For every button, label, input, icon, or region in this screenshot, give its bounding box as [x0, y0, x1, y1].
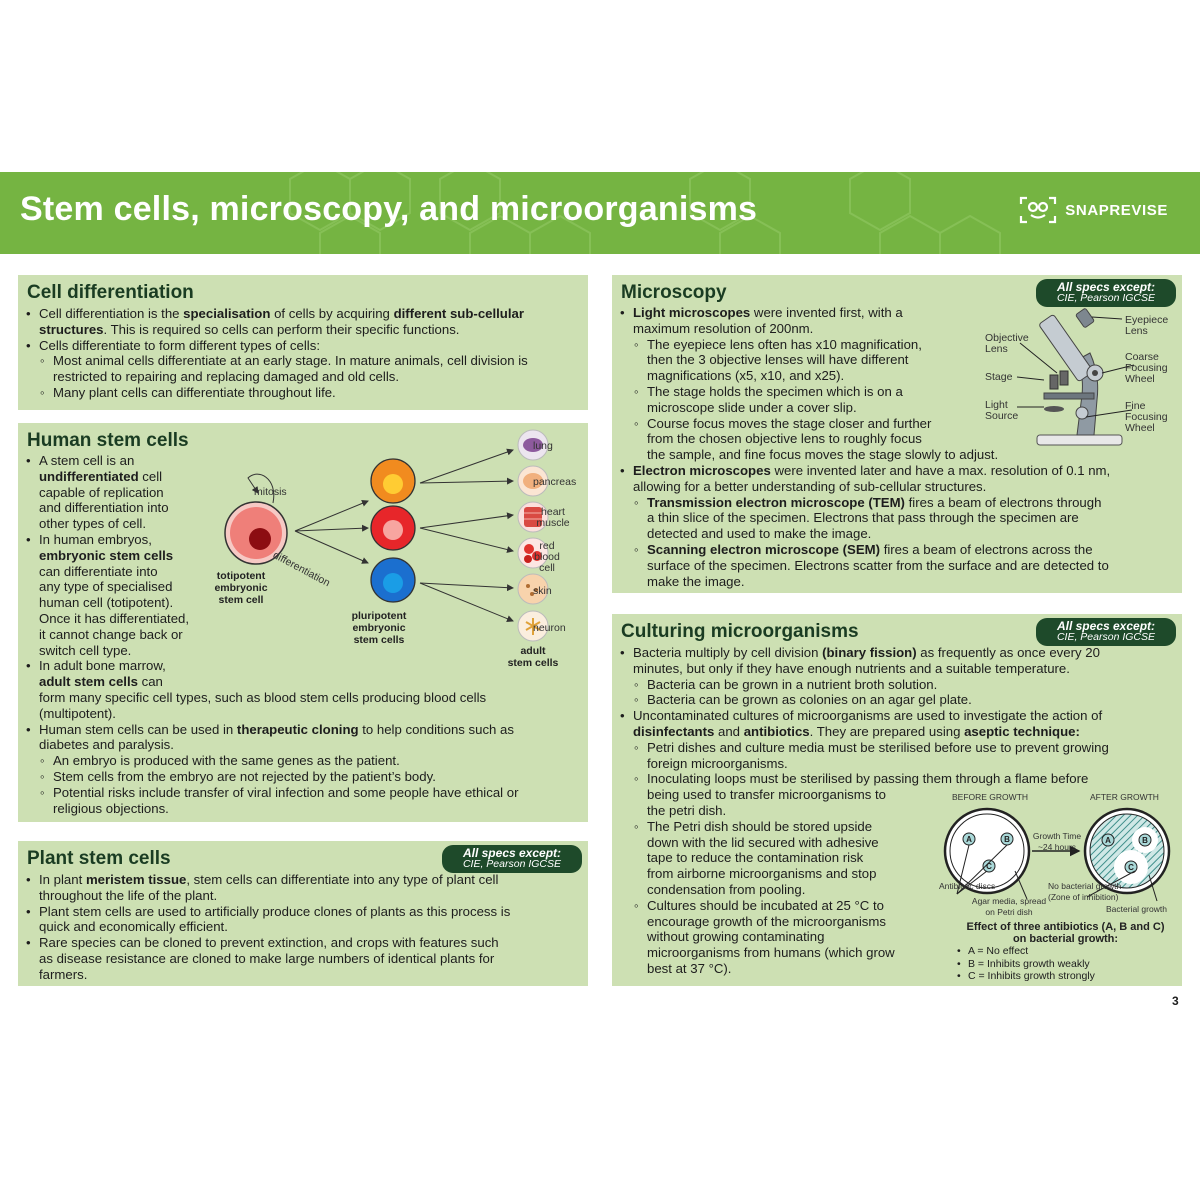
sub-bullet-continued: from airborne microorganisms and stop — [647, 866, 877, 882]
sub-bullet-continued: being used to transfer microorganisms to — [647, 787, 886, 803]
bullet: • Cells differentiate to form different types of cells: — [18, 338, 588, 354]
bullet-continued: undifferentiated cell — [39, 468, 163, 484]
human-stem-cells-panel — [18, 423, 588, 822]
sub-bullet-continued: make the image. — [647, 573, 745, 589]
snaprevise-logo-icon — [1019, 195, 1057, 225]
effect-item: • A = No effect — [949, 945, 1095, 958]
sub-bullet-continued: the sample, and fine focus moves the stage slowly to adjust. — [647, 447, 999, 463]
pluripotent-cell-orange — [371, 459, 415, 503]
sub-bullet-continued: surface of the specimen. Electrons scatter from the surface and are detected to — [647, 557, 1109, 573]
bullet: • Plant stem cells are used to artificially produce clones of plants as this process is — [18, 904, 588, 920]
neuron-label: neuron — [533, 622, 566, 634]
sub-bullet-continued: down with the lid secured with adhesive — [647, 834, 879, 850]
bullet: • Cell differentiation is the specialisation of cells by acquiring different sub-cellular — [18, 306, 588, 322]
red-blood-cell-label: red blood cell — [534, 540, 560, 574]
bullet-continued: maximum resolution of 200nm. — [633, 320, 814, 336]
plant-stem-cells-panel — [18, 841, 588, 986]
sub-bullet: ◦ The Petri dish should be stored upside — [612, 819, 1182, 835]
sub-bullet: ◦ Course focus moves the stage closer and further — [612, 416, 1182, 432]
section-title: Plant stem cells — [27, 848, 171, 869]
bullet-continued: diabetes and paralysis. — [39, 737, 174, 753]
agar-media-label: Agar media, spread on Petri dish — [971, 896, 1047, 917]
sub-bullet-continued: tape to reduce the contamination risk — [647, 850, 864, 866]
sub-bullet: ◦ Many plant cells can differentiate throughout life. — [18, 385, 588, 401]
bullet-continued: any type of specialised — [39, 579, 173, 595]
bullet-continued: can differentiate into — [39, 563, 158, 579]
sub-bullet: ◦ Petri dishes and culture media must be sterilised before use to prevent growing — [612, 740, 1182, 756]
bullet: • Uncontaminated cultures of microorganisms are used to investigate the action of — [612, 708, 1182, 724]
sub-bullet: ◦ The eyepiece lens often has x10 magnification, — [612, 337, 1182, 353]
totipotent-caption: totipotent embryonic stem cell — [214, 570, 268, 606]
section-body — [18, 872, 588, 983]
sub-bullet-continued: magnifications (x5, x10, and x25). — [647, 368, 845, 384]
effect-item: • B = Inhibits growth weakly — [949, 958, 1095, 971]
light-source-label: Light Source — [985, 399, 1019, 422]
bullet: • Rare species can be cloned to prevent extinction, and crops with features such — [18, 935, 588, 951]
page-number: 3 — [1172, 994, 1179, 1008]
sub-bullet-continued: microorganisms from humans (which grow — [647, 945, 895, 961]
bullet: • In plant meristem tissue, stem cells can differentiate into any type of plant cell — [18, 872, 588, 888]
bullet-continued: other types of cell. — [39, 516, 147, 532]
bullet-continued: and differentiation into — [39, 500, 169, 516]
sub-bullet-continued: foreign microorganisms. — [647, 755, 788, 771]
disc-a-label-after: A — [1105, 836, 1111, 845]
sub-bullet-continued: religious objections. — [53, 800, 169, 816]
before-growth-label: BEFORE GROWTH — [952, 792, 1029, 802]
sub-bullet: ◦ Scanning electron microscope (SEM) fires a beam of electrons across the — [612, 542, 1182, 558]
disc-b-label-before: B — [1004, 835, 1010, 844]
bullet-continued: allowing for a better understanding of sub-cellular structures. — [633, 478, 987, 494]
sub-bullet-continued: encourage growth of the microorganisms — [647, 913, 886, 929]
pancreas-label: pancreas — [533, 476, 577, 488]
growth-time-label: Growth Time ~24 hours — [1032, 831, 1082, 852]
bullet: • Bacteria multiply by cell division (binary fission) as frequently as once every 20 — [612, 645, 1182, 661]
mitosis-label: mitosis — [254, 486, 287, 498]
specs-badge: All specs except: CIE, Pearson IGCSE — [442, 845, 582, 873]
section-title: Microscopy — [621, 282, 727, 303]
brand-logo — [1019, 195, 1168, 225]
differentiation-arrows — [295, 501, 368, 563]
sub-bullet: ◦ Most animal cells differentiate at an early stage. In mature animals, cell division is — [18, 353, 588, 369]
sub-bullet-continued: restricted to repairing and replacing damaged and old cells. — [53, 369, 400, 385]
bullet-continued: form many specific cell types, such as blood stem cells producing blood cells — [39, 689, 487, 705]
pluripotent-cell-red — [371, 506, 415, 550]
lung-label: lung — [533, 440, 553, 452]
bullet-continued: disinfectants and antibiotics. They are prepared using aseptic technique: — [633, 723, 1080, 739]
specs-badge: All specs except: CIE, Pearson IGCSE — [1036, 618, 1176, 646]
bullet-continued: farmers. — [39, 966, 88, 982]
differentiation-label: differentiation — [270, 549, 332, 590]
antibiotic-discs-label: Antibiotic discs — [939, 881, 996, 891]
bullet-continued: it cannot change back or — [39, 626, 183, 642]
sub-bullet: ◦ Bacteria can be grown in a nutrient broth solution. — [612, 677, 1182, 693]
section-title: Human stem cells — [27, 430, 189, 451]
bullet: • In human embryos, — [18, 532, 588, 548]
bullet-continued: embryonic stem cells — [39, 547, 174, 563]
sub-bullet-continued: the petri dish. — [647, 802, 727, 818]
after-growth-label: AFTER GROWTH — [1090, 792, 1159, 802]
sub-bullet: ◦ Inoculating loops must be sterilised by passing them through a flame before — [612, 771, 1182, 787]
brand-name: SNAPREVISE — [1065, 201, 1168, 219]
specialisation-arrows — [420, 450, 513, 621]
no-growth-label: No bacterial growth (Zone of inhibition) — [1048, 881, 1122, 902]
sub-bullet: ◦ Transmission electron microscope (TEM) fires a beam of electrons through — [612, 495, 1182, 511]
bullet-continued: structures. This is required so cells can perform their specific functions. — [39, 321, 460, 337]
fine-label: Fine Focusing Wheel — [1125, 400, 1168, 434]
microscopy-panel — [612, 275, 1182, 593]
culturing-panel — [612, 614, 1182, 986]
section-title: Culturing microorganisms — [621, 621, 859, 642]
skin-label: skin — [533, 585, 552, 597]
coarse-label: Coarse Focusing Wheel — [1125, 351, 1168, 385]
sub-bullet-continued: a thin slice of the specimen. Electrons that pass through the specimen are — [647, 510, 1079, 526]
heart-muscle-label: heart muscle — [536, 506, 570, 529]
sub-bullet-continued: microscope slide under a cover slip. — [647, 399, 857, 415]
disc-b-label-after: B — [1142, 836, 1148, 845]
pluripotent-cell-blue — [371, 558, 415, 602]
sub-bullet: ◦ An embryo is produced with the same genes as the patient. — [18, 753, 588, 769]
bullet: • Human stem cells can be used in therapeutic cloning to help conditions such as — [18, 722, 588, 738]
sub-bullet: ◦ Cultures should be incubated at 25 °C to — [612, 898, 1182, 914]
bullet-continued: (multipotent). — [39, 705, 116, 721]
bullet: • Electron microscopes were invented later and have a max. resolution of 0.1 nm, — [612, 463, 1182, 479]
bacterial-growth-label: Bacterial growth — [1106, 904, 1167, 914]
bullet-continued: quick and economically efficient. — [39, 919, 228, 935]
disc-c-label-before: C — [986, 862, 992, 871]
eyepiece-label: Eyepiece Lens — [1125, 314, 1169, 337]
bullet-continued: throughout the life of the plant. — [39, 887, 218, 903]
sub-bullet-continued: best at 37 °C). — [647, 960, 732, 976]
sub-bullet-continued: from the chosen objective lens to roughly focus — [647, 431, 922, 447]
pluripotent-caption: pluripotent embryonic stem cells — [351, 610, 407, 646]
section-body — [18, 306, 588, 401]
bullet-continued: switch cell type. — [39, 642, 132, 658]
bullet: • In adult bone marrow, — [18, 658, 588, 674]
bullet-continued: Once it has differentiated, — [39, 610, 190, 626]
bullet-continued: adult stem cells can — [39, 674, 163, 690]
cell-differentiation-panel — [18, 275, 588, 410]
specs-badge: All specs except: CIE, Pearson IGCSE — [1036, 279, 1176, 307]
disc-c-label-after: C — [1128, 863, 1134, 872]
microscope-icon — [1037, 308, 1122, 445]
sub-bullet: ◦ Bacteria can be grown as colonies on an agar gel plate. — [612, 692, 1182, 708]
sub-bullet-continued: without growing contaminating — [647, 929, 825, 945]
effect-item: • C = Inhibits growth strongly — [949, 970, 1095, 983]
sub-bullet: ◦ The stage holds the specimen which is on a — [612, 384, 1182, 400]
bullet-continued: capable of replication — [39, 484, 164, 500]
sub-bullet-continued: condensation from pooling. — [647, 881, 806, 897]
bullet: • Light microscopes were invented first, with a — [612, 305, 1182, 321]
bullet: • A stem cell is an — [18, 453, 588, 469]
antibiotic-effect-list — [949, 945, 1095, 983]
antibiotic-effect-title: Effect of three antibiotics (A, B and C) on bacterial growth: — [966, 921, 1165, 945]
bullet-continued: human cell (totipotent). — [39, 595, 174, 611]
disc-a-label-before: A — [966, 835, 972, 844]
sub-bullet-continued: detected and used to make the image. — [647, 526, 872, 542]
objective-label: Objective Lens — [985, 332, 1029, 355]
sub-bullet: ◦ Stem cells from the embryo are not rejected by the patient’s body. — [18, 769, 588, 785]
sub-bullet: ◦ Potential risks include transfer of viral infection and some people have ethical or — [18, 785, 588, 801]
stage-label: Stage — [985, 371, 1013, 383]
bullet-continued: as disease resistance are cloned to make large numbers of identical plants for — [39, 950, 495, 966]
page-title: Stem cells, microscopy, and microorganisms — [20, 190, 758, 228]
sub-bullet-continued: then the 3 objective lenses will have different — [647, 352, 909, 368]
adult-caption: adult stem cells — [507, 645, 559, 669]
page-header — [0, 172, 1200, 254]
bullet-continued: minutes, but only if they have enough nutrients and a suitable temperature. — [633, 660, 1070, 676]
section-title: Cell differentiation — [27, 282, 194, 303]
